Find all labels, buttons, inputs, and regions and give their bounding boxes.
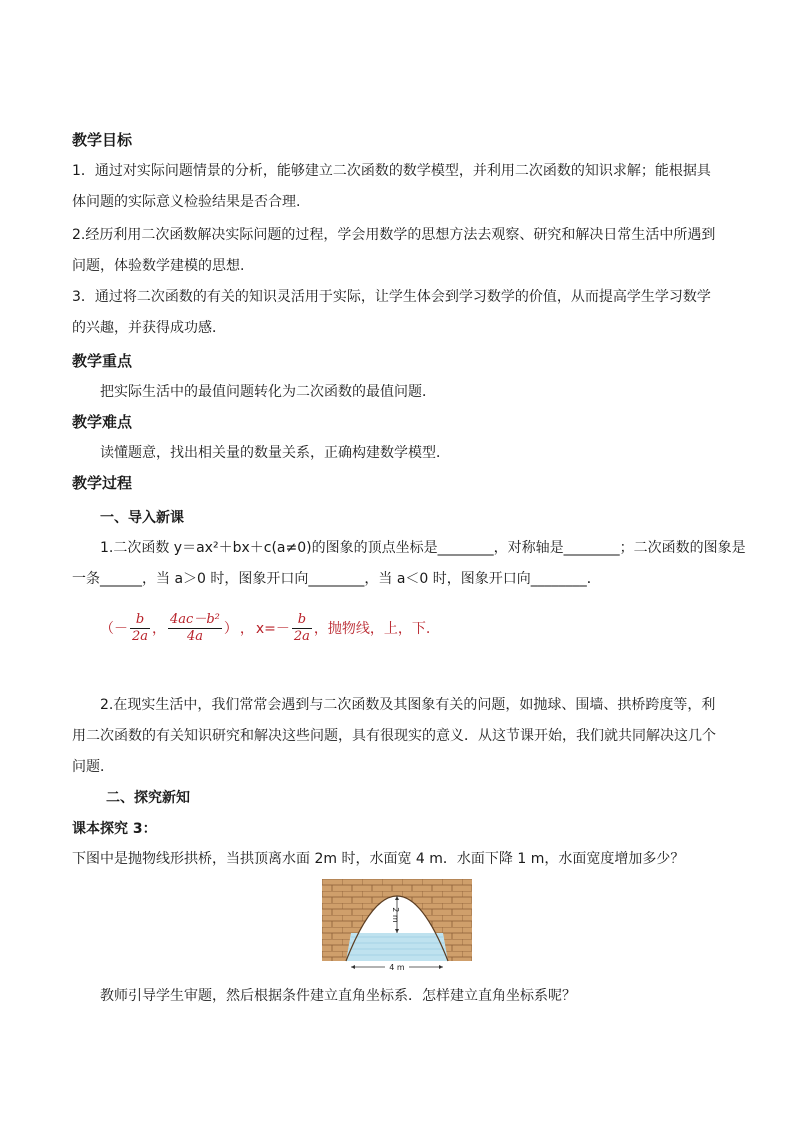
vertex-y-fraction bbox=[168, 612, 222, 645]
objective-3: 3．通过将二次函数的有关的知识灵活用于实际，让学生体会到学习数学的价值，从而提高学生学习数学的兴趣，并获得成功感． bbox=[72, 289, 711, 336]
question-2: 2.在现实生活中，我们常常会遇到与二次函数及其图象有关的问题，如抛球、围墙、拱桥跨度等，利用二次函数的有关知识研究和解决这些问题，具有很现实的意义．从这节课开始，我们就共同解决这几个问题． bbox=[72, 697, 716, 775]
objectives-heading: 教学目标 bbox=[72, 131, 133, 149]
teacher-guidance: 教师引导学生审题，然后根据条件建立直角坐标系．怎样建立直角坐标系呢？ bbox=[100, 988, 576, 1004]
answer-rest: ，抛物线，上，下. bbox=[313, 621, 431, 637]
intro-section-title: 一、导入新课 bbox=[100, 510, 184, 526]
axis-fraction bbox=[292, 612, 312, 645]
difficult-point-text: 读懂题意，找出相关量的数量关系，正确构建数学模型． bbox=[100, 445, 450, 461]
difficult-point-heading: 教学难点 bbox=[72, 413, 133, 431]
fraction-numerator: 4ac－b² bbox=[170, 611, 220, 627]
axis-equation: x=－ bbox=[255, 621, 290, 637]
question-1-line-2: 一条______，当 a＞0 时，图象开口向________，当 a＜0 时，图象开口向________． bbox=[72, 571, 601, 587]
objective-2: 2.经历利用二次函数解决实际问题的过程，学会用数学的思想方法去观察、研究和解决日常生活中所遇到问题，体验数学建模的思想. bbox=[72, 227, 716, 274]
question-1-line-1: 1.二次函数 y＝ax²＋bx＋c(a≠0)的图象的顶点坐标是________，对称轴是________；二次函数的图象是 bbox=[100, 540, 746, 556]
question-1-answer bbox=[100, 604, 430, 652]
fraction-denominator: 2a bbox=[132, 628, 149, 644]
key-point-heading: 教学重点 bbox=[72, 352, 133, 370]
key-point-text: 把实际生活中的最值问题转化为二次函数的最值问题． bbox=[100, 384, 436, 400]
objective-1: 1．通过对实际问题情景的分析，能够建立二次函数的数学模型，并利用二次函数的知识求解；能根据具体问题的实际意义检验结果是否合理. bbox=[72, 163, 711, 210]
process-heading: 教学过程 bbox=[72, 474, 133, 492]
fraction-denominator: 4a bbox=[186, 628, 203, 644]
answer-comma: ， bbox=[152, 621, 167, 637]
fraction-numerator: b bbox=[292, 612, 312, 629]
explore-subtitle: 课本探究 3： bbox=[72, 821, 157, 837]
answer-close-paren: ） bbox=[223, 621, 238, 637]
vertex-x-fraction bbox=[130, 612, 150, 645]
explore-section-title: 二、探究新知 bbox=[106, 790, 190, 806]
fraction-denominator: 2a bbox=[293, 628, 310, 644]
bridge-problem: 下图中是抛物线形拱桥，当拱顶离水面 2m 时，水面宽 4 m．水面下降 1 m，水面宽度增加多少？ bbox=[72, 851, 685, 867]
arch-bridge-figure bbox=[322, 879, 472, 973]
answer-separator: ， bbox=[239, 621, 254, 637]
fraction-numerator: b bbox=[130, 612, 150, 629]
answer-open-paren: （－ bbox=[100, 621, 128, 637]
height-label: 2 m bbox=[391, 907, 400, 923]
width-label: 4 m bbox=[389, 963, 405, 972]
